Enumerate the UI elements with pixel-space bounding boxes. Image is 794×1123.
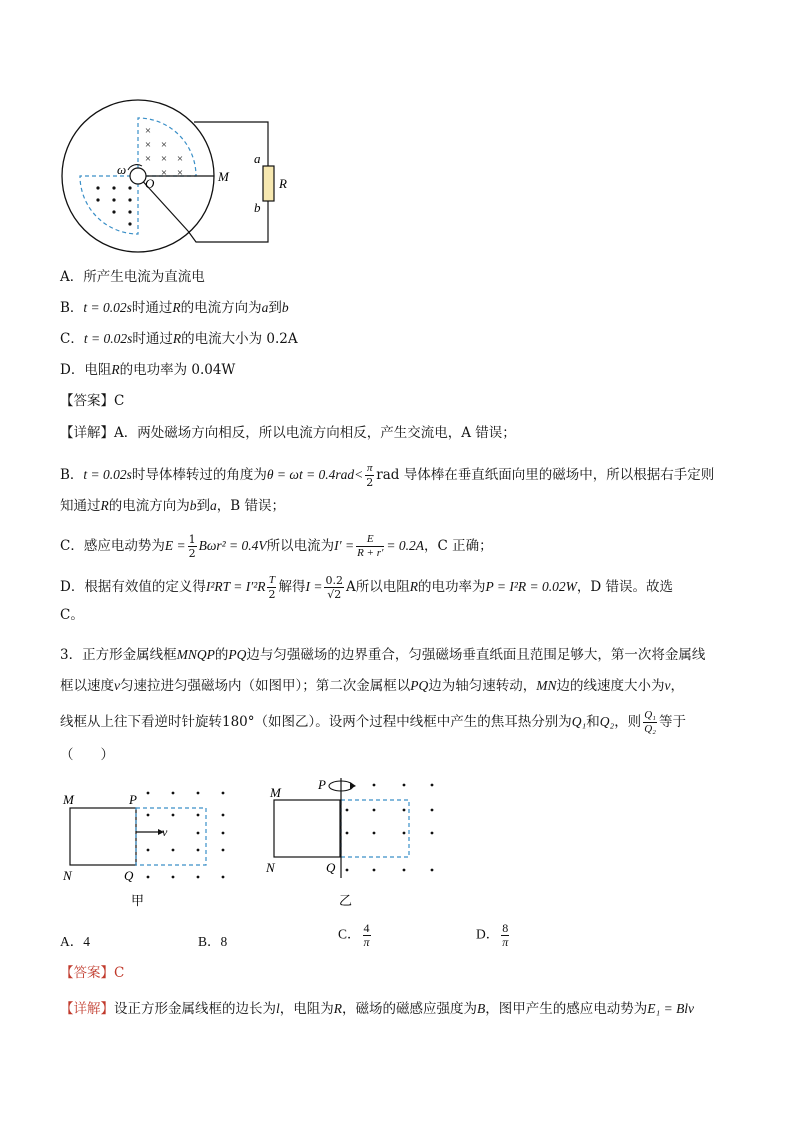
svg-text:×: ×	[176, 167, 184, 179]
jia-label-v: v	[162, 825, 168, 839]
svg-text:×: ×	[176, 153, 184, 165]
detail-d: D．根据有效值的定义得I²RT = I′²R $\frac{T}{2}$ 解得I = $\frac{0.2}{√2}$ A所以电阻R的电功率为P = I²R = 0.02W，D 错误。故选	[60, 574, 673, 601]
jia-label-N: N	[63, 868, 72, 883]
field-dots-yi	[346, 784, 434, 872]
option-d: D．电阻R的电功率为 0.04W	[60, 362, 236, 378]
option-b: B．t = 0.02s时通过R的电流方向为a到b	[60, 300, 289, 316]
q3-option-d: D． $\frac{8}{\pi}$	[476, 921, 509, 949]
label-b: b	[254, 200, 261, 215]
q3-stem-line3: 线框从上往下看逆时针旋转180°（如图乙）。设两个过程中线框中产生的焦耳热分别为Q₁和Q₂，则 $\frac{\text{Q₁}}{\text{Q₂}}$ 等于	[60, 709, 686, 735]
q3-option-c: C． $\frac{4}{\pi}$	[338, 921, 370, 949]
svg-text:×: ×	[144, 139, 152, 151]
label-O: O	[145, 176, 155, 191]
detail-b: B．t = 0.02s时导体棒转过的角度为θ = ωt = 0.4rad< $\frac{\pi}{2}$ rad 导体棒在垂直纸面向里的磁场中，所以根据右手定则	[60, 462, 715, 489]
field-out-of-page-dots	[96, 186, 131, 225]
svg-text:×: ×	[144, 153, 152, 165]
detail-c: C．感应电动势为E = $\frac{1}{2}$ Bωr² = 0.4V所以电流为I′ = $\frac{E}{R + r'}$ = 0.2A，C 正确；	[60, 533, 493, 560]
svg-text:×: ×	[160, 153, 168, 165]
q3-option-b: B．8	[198, 934, 228, 949]
jia-label-Q: Q	[124, 868, 134, 883]
svg-text:×: ×	[144, 125, 152, 137]
caption-jia: 甲	[131, 893, 145, 908]
label-R: R	[279, 176, 287, 191]
q3-paren: （ ）	[60, 747, 114, 763]
caption-yi: 乙	[339, 893, 353, 908]
svg-text:×: ×	[160, 139, 168, 151]
figure-disk-generator	[55, 98, 305, 268]
option-c: C．t = 0.02s时通过R的电流大小为 0.2A	[60, 331, 298, 347]
jia-label-M: M	[63, 792, 74, 807]
yi-label-N: N	[266, 860, 275, 875]
yi-label-P: P	[318, 777, 326, 792]
answer-q3: 【答案】C	[60, 965, 125, 981]
yi-label-M: M	[270, 785, 281, 800]
label-omega: ω	[117, 162, 127, 177]
yi-label-Q: Q	[326, 860, 336, 875]
q3-option-a: A．4	[60, 934, 90, 949]
detail-b-cont: 知通过R的电流方向为b到a，B 错误；	[60, 498, 285, 514]
svg-text:×: ×	[160, 167, 168, 179]
figure-jia	[58, 780, 238, 910]
label-M: M	[218, 169, 229, 184]
detail-q3: 【详解】设正方形金属线框的边长为l，电阻为R，磁场的磁感应强度为B，图甲产生的感应电动势为E₁ = Blv	[60, 1001, 695, 1017]
figure-yi	[262, 770, 452, 910]
q3-stem-line2: 框以速度v匀速拉进匀强磁场内（如图甲）；第二次金属框以PQ边为轴匀速转动，MN边的线速度大小为v，	[60, 678, 684, 694]
jia-label-P: P	[129, 792, 137, 807]
detail-a: 【详解】A．两处磁场方向相反，所以电流方向相反，产生交流电，A 错误；	[60, 425, 516, 441]
label-a: a	[254, 151, 261, 166]
answer-q2: 【答案】C	[60, 393, 125, 409]
q3-stem-line1: 3．正方形金属线框MNQP的PQ边与匀强磁场的边界重合，匀强磁场垂直纸面且范围足够大，第一次将金属线	[60, 647, 706, 663]
option-a: A．所产生电流为直流电	[60, 269, 205, 285]
detail-conclusion: C。	[60, 607, 84, 623]
